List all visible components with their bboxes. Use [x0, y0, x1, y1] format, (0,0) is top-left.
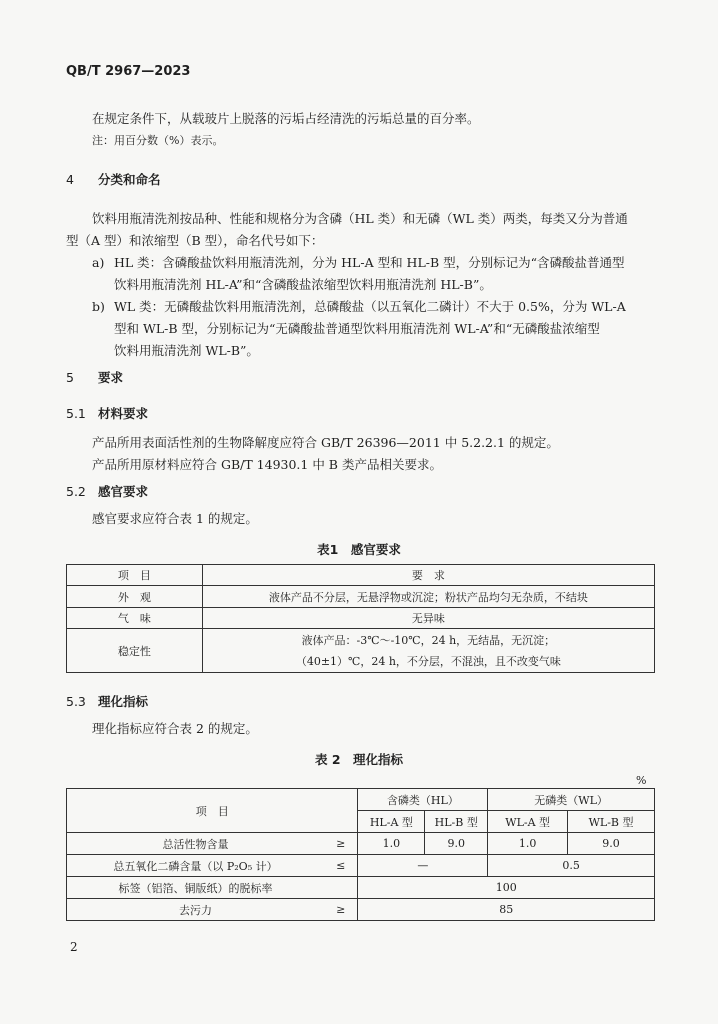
section-4-heading	[66, 170, 161, 188]
table-cell: 外 观	[67, 586, 203, 608]
section-title: 分类和命名	[98, 172, 161, 187]
list-item-b	[92, 296, 626, 318]
table-1-caption: 表1 感官要求	[317, 542, 401, 557]
definition-text: 在规定条件下，从载玻片上脱落的污垢占经清洗的污垢总量的百分率。	[92, 111, 480, 126]
table-cell: 总活性物含量	[67, 833, 324, 855]
section-5-2-heading	[66, 482, 148, 500]
section-5-1-heading	[66, 404, 148, 422]
section-4-para-line: 饮料用瓶清洗剂按品种、性能和规格分为含磷（HL 类）和无磷（WL 类）两类，每类又分为普通	[92, 211, 628, 226]
list-label: b)	[92, 299, 105, 314]
table-subheader: HL-A 型	[358, 811, 425, 833]
page-number: 2	[70, 940, 78, 954]
list-item-a	[92, 252, 625, 274]
table-cell: 总五氧化二磷含量（以 P₂O₅ 计）	[67, 855, 324, 877]
table-cell: 1.0	[488, 833, 568, 855]
table-cell: 标签（铝箔、铜版纸）的脱标率	[67, 877, 324, 899]
section-number: 5	[66, 370, 74, 385]
section-5-2-line: 感官要求应符合表 1 的规定。	[92, 511, 258, 526]
definition-note: 注：用百分数（%）表示。	[92, 134, 224, 147]
table-2-unit: %	[636, 774, 647, 787]
table-cell: 0.5	[488, 855, 655, 877]
table-subheader: HL-B 型	[425, 811, 488, 833]
section-number: 5.2	[66, 484, 86, 499]
section-title: 材料要求	[98, 406, 149, 421]
section-number: 4	[66, 172, 74, 187]
table-cell: 85	[358, 899, 655, 921]
table-cell: 去污力	[67, 899, 324, 921]
section-title: 理化指标	[98, 694, 149, 709]
table-cell: 9.0	[568, 833, 655, 855]
table-header-group: 无磷类（WL）	[488, 789, 655, 811]
table-cell: 9.0	[425, 833, 488, 855]
section-4-para-line: 型（A 型）和浓缩型（B 型），命名代号如下：	[66, 233, 324, 248]
table-cell: ≥	[324, 833, 358, 855]
table-cell: 1.0	[358, 833, 425, 855]
table-2-caption: 表 2 理化指标	[314, 752, 404, 767]
document-header: QB/T 2967—2023	[66, 64, 191, 79]
section-5-3-heading	[66, 692, 148, 710]
list-text: WL 类：无磷酸盐饮料用瓶清洗剂，总磷酸盐（以五氧化二磷计）不大于 0.5%，分为 WL-A	[114, 299, 626, 314]
table-header: 要 求	[202, 565, 654, 586]
table-subheader: WL-B 型	[568, 811, 655, 833]
table-cell: 100	[358, 877, 655, 899]
section-number: 5.1	[66, 406, 86, 421]
table-1	[66, 564, 655, 673]
table-header-group: 含磷类（HL）	[358, 789, 488, 811]
section-number: 5.3	[66, 694, 86, 709]
section-5-heading	[66, 368, 123, 386]
table-cell	[202, 629, 654, 673]
table-header: 项 目	[67, 565, 203, 586]
table-cell: ≤	[324, 855, 358, 877]
list-item-a-cont: 饮料用瓶清洗剂 HL-A”和“含磷酸盐浓缩型饮料用瓶清洗剂 HL-B”。	[114, 277, 492, 292]
table-cell: 无异味	[202, 608, 654, 629]
table-2	[66, 788, 655, 921]
section-5-1-line: 产品所用原材料应符合 GB/T 14930.1 中 B 类产品相关要求。	[92, 457, 442, 472]
table-cell: ≥	[324, 899, 358, 921]
table-cell: —	[358, 855, 488, 877]
list-text: HL 类：含磷酸盐饮料用瓶清洗剂，分为 HL-A 型和 HL-B 型，分别标记为“含磷酸盐普通型	[114, 255, 625, 270]
table-header: 项 目	[67, 789, 358, 833]
table-cell: 液体产品不分层，无悬浮物或沉淀；粉状产品均匀无杂质，不结块	[202, 586, 654, 608]
table-cell	[324, 877, 358, 899]
section-title: 要求	[98, 370, 124, 385]
list-item-b-cont: 饮料用瓶清洗剂 WL-B”。	[114, 343, 259, 358]
section-5-3-line: 理化指标应符合表 2 的规定。	[92, 721, 258, 736]
table-cell: 气 味	[67, 608, 203, 629]
table-cell-line: 液体产品：-3℃～-10℃，24 h，无结晶，无沉淀；	[301, 633, 556, 647]
list-item-b-cont: 型和 WL-B 型，分别标记为“无磷酸盐普通型饮料用瓶清洗剂 WL-A”和“无磷酸盐浓缩型	[114, 321, 600, 336]
list-label: a)	[92, 255, 105, 270]
section-5-1-line: 产品所用表面活性剂的生物降解度应符合 GB/T 26396—2011 中 5.2.2.1 的规定。	[92, 435, 559, 450]
table-subheader: WL-A 型	[488, 811, 568, 833]
table-cell-line: （40±1）℃，24 h，不分层，不混浊，且不改变气味	[295, 654, 561, 668]
section-title: 感官要求	[98, 484, 149, 499]
table-cell: 稳定性	[67, 629, 203, 673]
